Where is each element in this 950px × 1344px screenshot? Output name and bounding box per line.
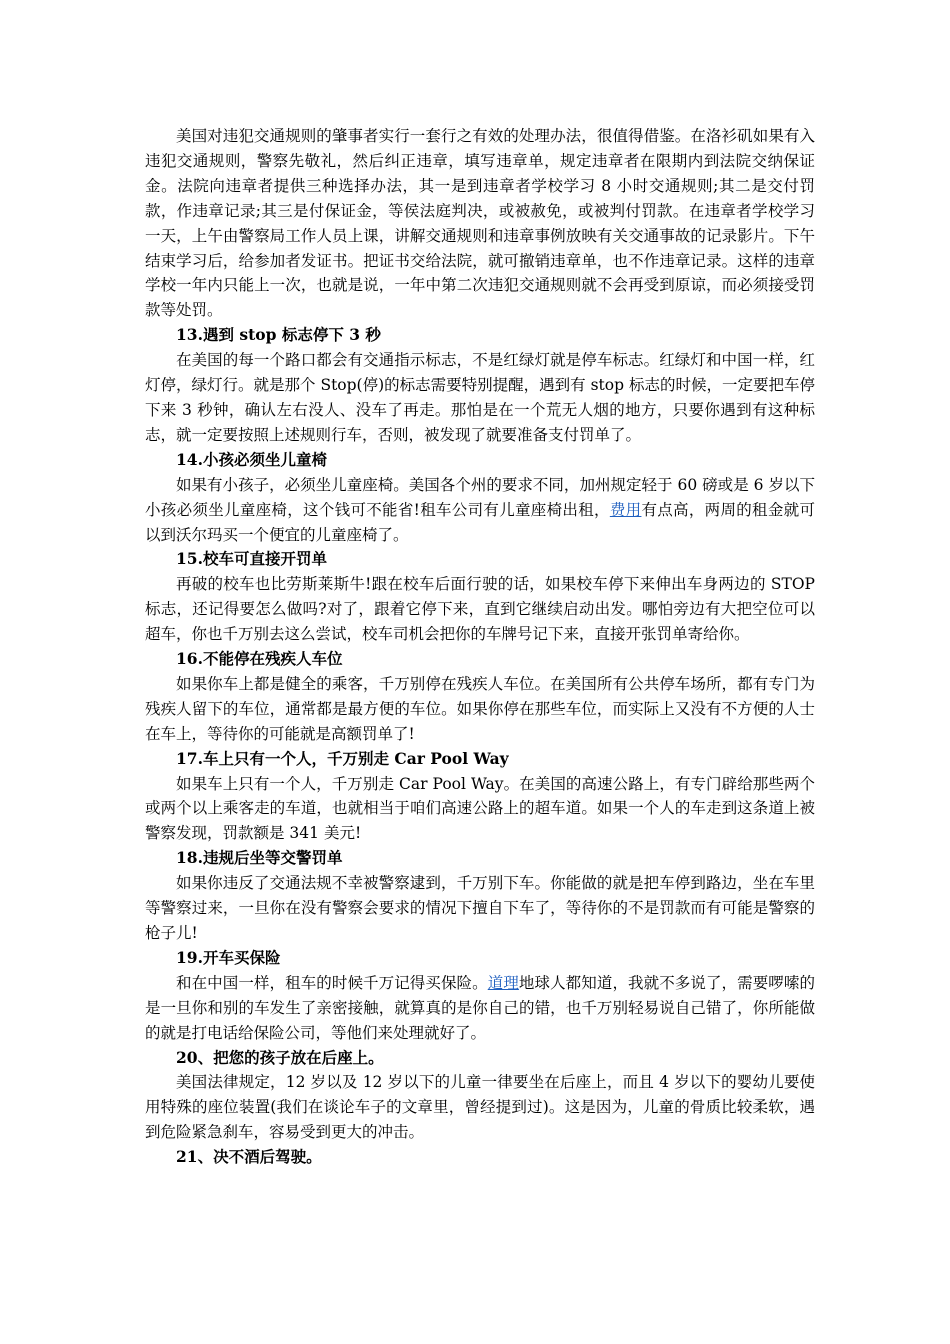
link-fee[interactable]: 费用	[609, 500, 642, 519]
paragraph-18: 如果你违反了交通法规不幸被警察逮到，千万别下车。你能做的就是把车停到路边，坐在车里等警察过来，一旦你在没有警察会要求的情况下擅自下车了，等待你的不是罚款而有可能是警察的枪子儿!	[145, 874, 815, 942]
heading-21: 21、决不酒后驾驶。	[176, 1147, 322, 1167]
heading-18: 18.违规后坐等交警罚单	[176, 848, 343, 868]
paragraph-14-text-a: 如果有小孩子，必须坐儿童座椅。美国各个州的要求不同，加州规定轻于 60 磅或是 6 岁以下小孩必须坐儿童座椅，这个钱可不能省!租车公司有儿童座椅出租，	[145, 475, 815, 519]
heading-17: 17.车上只有一个人，千万别走 Car Pool Way	[176, 748, 509, 768]
paragraph-16: 如果你车上都是健全的乘客，千万别停在残疾人车位。在美国所有公共停车场所，都有专门为残疾人留下的车位，通常都是最方便的车位。如果你停在那些车位，而实际上又没有不方便的人士在车上，等待你的可能就是高额罚单了!	[145, 674, 815, 743]
heading-13: 13.遇到 stop 标志停下 3 秒	[176, 325, 381, 345]
intro-paragraph: 美国对违犯交通规则的肇事者实行一套行之有效的处理办法，很值得借鉴。在洛衫矶如果有入违犯交通规则，警察先敬礼，然后纠正违章，填写违章单，规定违章者在限期内到法院交纳保证金。法院向违章者提供三种选择办法，其一是到违章者学校学习 8 小时交通规则;其二是交付罚款，作违章记录;其三是付保证金，等侯法庭判决，或被赦免，或被判付罚款。在违章者学校学习一天，上午由警察局工作人员上课，讲解交通规则和违章事例放映有关交通事故的记录影片。下午结束学习后，给参加者发证书。把证书交给法院，就可撤销违章单，也不作违章记录。这样的违章学校一年内只能上一次，也就是说，一年中第二次违犯交通规则就不会再受到原谅，而必须接受罚款等处罚。	[145, 127, 815, 320]
paragraph-19-text-a: 和在中国一样，租车的时候千万记得买保险。	[176, 973, 488, 992]
paragraph-15: 再破的校车也比劳斯莱斯牛!跟在校车后面行驶的话，如果校车停下来伸出车身两边的 STOP 标志，还记得要怎么做吗?对了，跟着它停下来，直到它继续启动出发。哪怕旁边有大把空位可以超车，你也千万别去这么尝试，校车司机会把你的车牌号记下来，直接开张罚单寄给你。	[145, 575, 815, 644]
paragraph-13: 在美国的每一个路口都会有交通指示标志，不是红绿灯就是停车标志。红绿灯和中国一样，红灯停，绿灯行。就是那个 Stop(停)的标志需要特别提醒，遇到有 stop 标志的时候，一定要把车停下来 3 秒钟，确认左右没人、没车了再走。那怕是在一个荒无人烟的地方，只要你遇到有这种标志，就一定要按照上述规则行车，否则，被发现了就要准备支付罚单了。	[145, 351, 815, 444]
heading-15: 15.校车可直接开罚单	[176, 549, 327, 569]
paragraph-20: 美国法律规定，12 岁以及 12 岁以下的儿童一律要坐在后座上，而且 4 岁以下的婴幼儿要使用特殊的座位装置(我们在谈论车子的文章里，曾经提到过)。这是因为，儿童的骨质比较柔软，遇到危险紧急刹车，容易受到更大的冲击。	[145, 1073, 815, 1142]
heading-20: 20、把您的孩子放在后座上。	[176, 1047, 384, 1067]
paragraph-19	[145, 971, 815, 1046]
link-reason[interactable]: 道理	[487, 973, 519, 992]
document-page	[145, 124, 815, 1170]
heading-16: 16.不能停在残疾人车位	[176, 649, 343, 669]
paragraph-17: 如果车上只有一个人，千万别走 Car Pool Way。在美国的高速公路上，有专门辟给那些两个或两个以上乘客走的车道，也就相当于咱们高速公路上的超车道。如果一个人的车走到这条道上被警察发现，罚款额是 341 美元!	[145, 774, 815, 843]
heading-14: 14.小孩必须坐儿童椅	[176, 449, 327, 469]
paragraph-14	[145, 473, 815, 548]
paragraph-14-text-b: 有点高，两周的租金就可以到沃尔玛买一个便宜的儿童座椅了。	[145, 500, 815, 544]
paragraph-19-text-b: 地球人都知道，我就不多说了，需要啰嗦的是一旦你和别的车发生了亲密接触，就算真的是你自己的错，也千万别轻易说自己错了，你所能做的就是打电话给保险公司，等他们来处理就好了。	[145, 973, 815, 1042]
heading-19: 19.开车买保险	[176, 947, 281, 967]
